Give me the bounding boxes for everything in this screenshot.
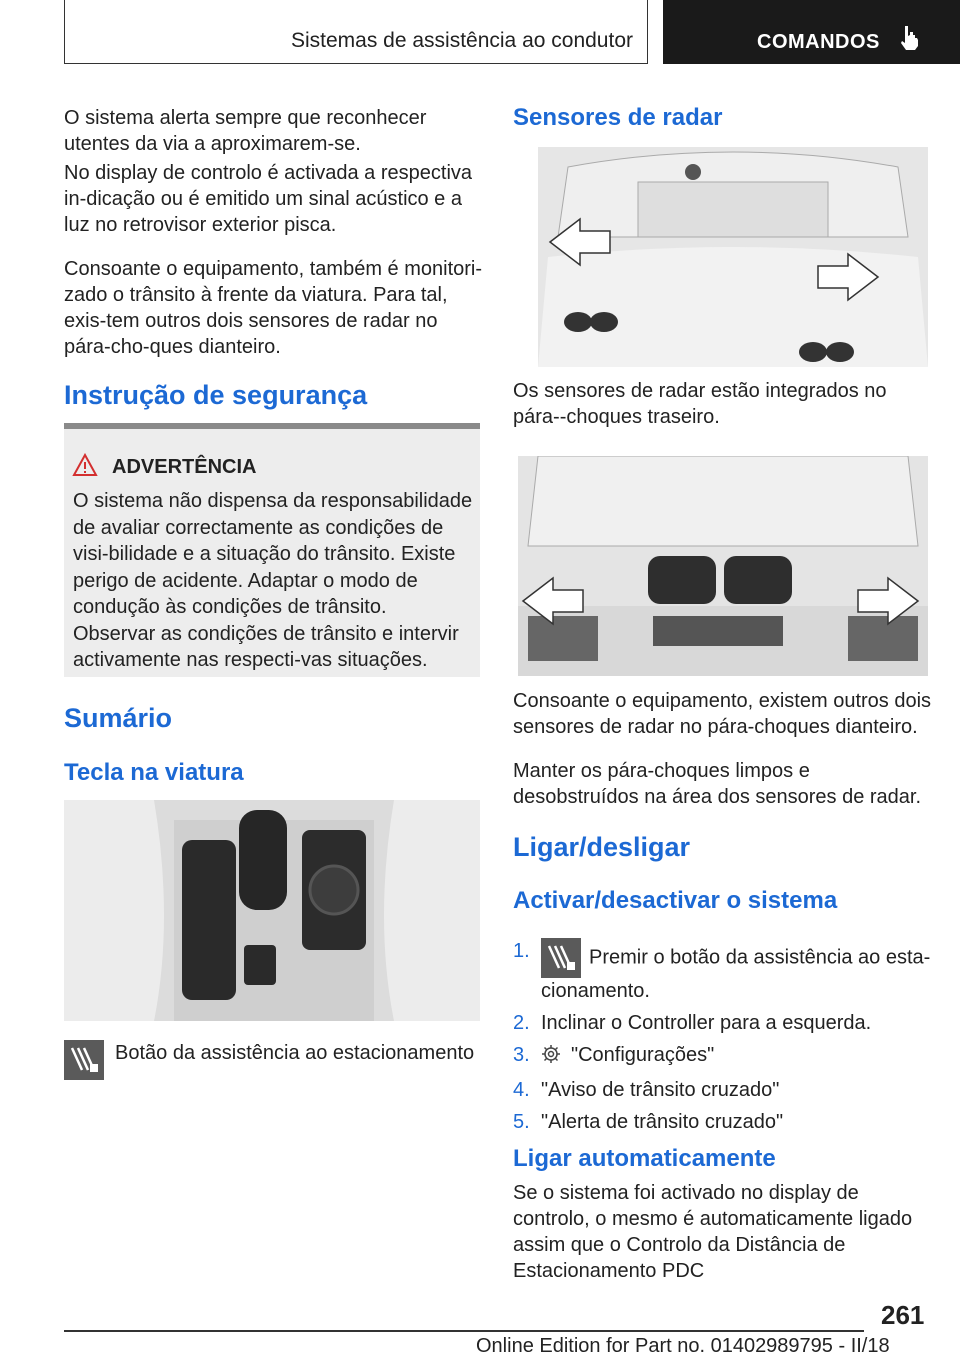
radar-paragraph-2: Consoante o equipamento, existem outros dois sensores de radar no pára-choques dianteiro.	[513, 690, 932, 738]
list-item	[513, 1042, 933, 1071]
step-number: 1.	[513, 940, 530, 962]
header-section-box	[64, 0, 648, 64]
heading-radar-sensors: Sensores de radar	[513, 104, 723, 131]
list-item	[513, 938, 933, 1004]
button-caption: Botão da assistência ao estacionamento	[115, 1042, 475, 1064]
intro-paragraph-2: No display de controlo é activada a respectiva in-dicação ou é emitido um sinal acústico e a luz no retrovisor exterior pisca.	[64, 162, 473, 236]
heading-safety: Instrução de segurança	[64, 380, 368, 410]
list-item	[513, 1010, 933, 1036]
steps-list	[513, 938, 933, 1141]
center-console-image	[64, 800, 480, 1021]
gear-icon	[541, 1044, 561, 1071]
heading-auto-on: Ligar automaticamente	[513, 1145, 776, 1172]
step-number: 2.	[513, 1012, 530, 1034]
step-text: Premir o botão da assistência ao esta-cionamento.	[541, 946, 931, 1002]
step-number: 4.	[513, 1079, 530, 1101]
list-item	[513, 1109, 933, 1135]
warning-title: ADVERTÊNCIA	[112, 456, 257, 478]
heading-summary: Sumário	[64, 703, 173, 733]
warning-triangle-icon	[72, 453, 98, 477]
auto-paragraph: Se o sistema foi activado no display de controlo, o mesmo é automaticamente ligado assim que o Controlo da Distância de Estacionamento PDC	[513, 1182, 913, 1282]
intro-paragraph-1: O sistema alerta sempre que reconhecer utentes da via a aproximarem-se.	[64, 107, 427, 155]
warning-box	[64, 423, 480, 677]
heading-activate-system: Activar/desactivar o sistema	[513, 887, 838, 914]
footer-edition: Online Edition for Part no. 01402989795 - II/18	[476, 1335, 890, 1357]
list-item	[513, 1077, 933, 1103]
heading-vehicle-button: Tecla na viatura	[64, 759, 244, 786]
radar-paragraph-3: Manter os pára-choques limpos e desobstruídos na área dos sensores de radar.	[513, 760, 922, 808]
pointing-hand-icon	[899, 24, 921, 50]
step-text: "Aviso de trânsito cruzado"	[541, 1079, 780, 1101]
parking-assist-icon	[64, 1040, 104, 1080]
header-chapter-label: COMANDOS	[757, 31, 880, 53]
warning-text: O sistema não dispensa da responsabilidade de avaliar correctamente as condições de visi-bilidade e a situação do trânsito. Existe perigo de acidente. Adaptar o modo de condução às condições de trânsito. Observar as condições de trânsito e intervir activamente nas respecti-vas situações.	[73, 490, 473, 671]
header-section-title: Sistemas de assistência ao condutor	[290, 29, 633, 52]
heading-on-off: Ligar/desligar	[513, 832, 691, 862]
step-text: "Alerta de trânsito cruzado"	[541, 1111, 784, 1133]
page-number: 261	[881, 1300, 925, 1330]
front-bumper-image	[518, 456, 928, 676]
rear-bumper-image	[538, 147, 928, 367]
step-number: 3.	[513, 1044, 530, 1066]
footer-divider	[64, 1330, 864, 1332]
intro-paragraph-3: Consoante o equipamento, também é monitori-zado o trânsito à frente da viatura. Para tal, exis-tem outros dois sensores de radar no pára-cho-ques dianteiro.	[64, 258, 483, 358]
step-number: 5.	[513, 1111, 530, 1133]
parking-assist-icon	[541, 938, 581, 978]
step-text: "Configurações"	[571, 1044, 715, 1066]
step-text: Inclinar o Controller para a esquerda.	[541, 1012, 872, 1034]
header-chapter-tab	[663, 0, 960, 64]
radar-paragraph-1: Os sensores de radar estão integrados no pára--choques traseiro.	[513, 380, 887, 428]
